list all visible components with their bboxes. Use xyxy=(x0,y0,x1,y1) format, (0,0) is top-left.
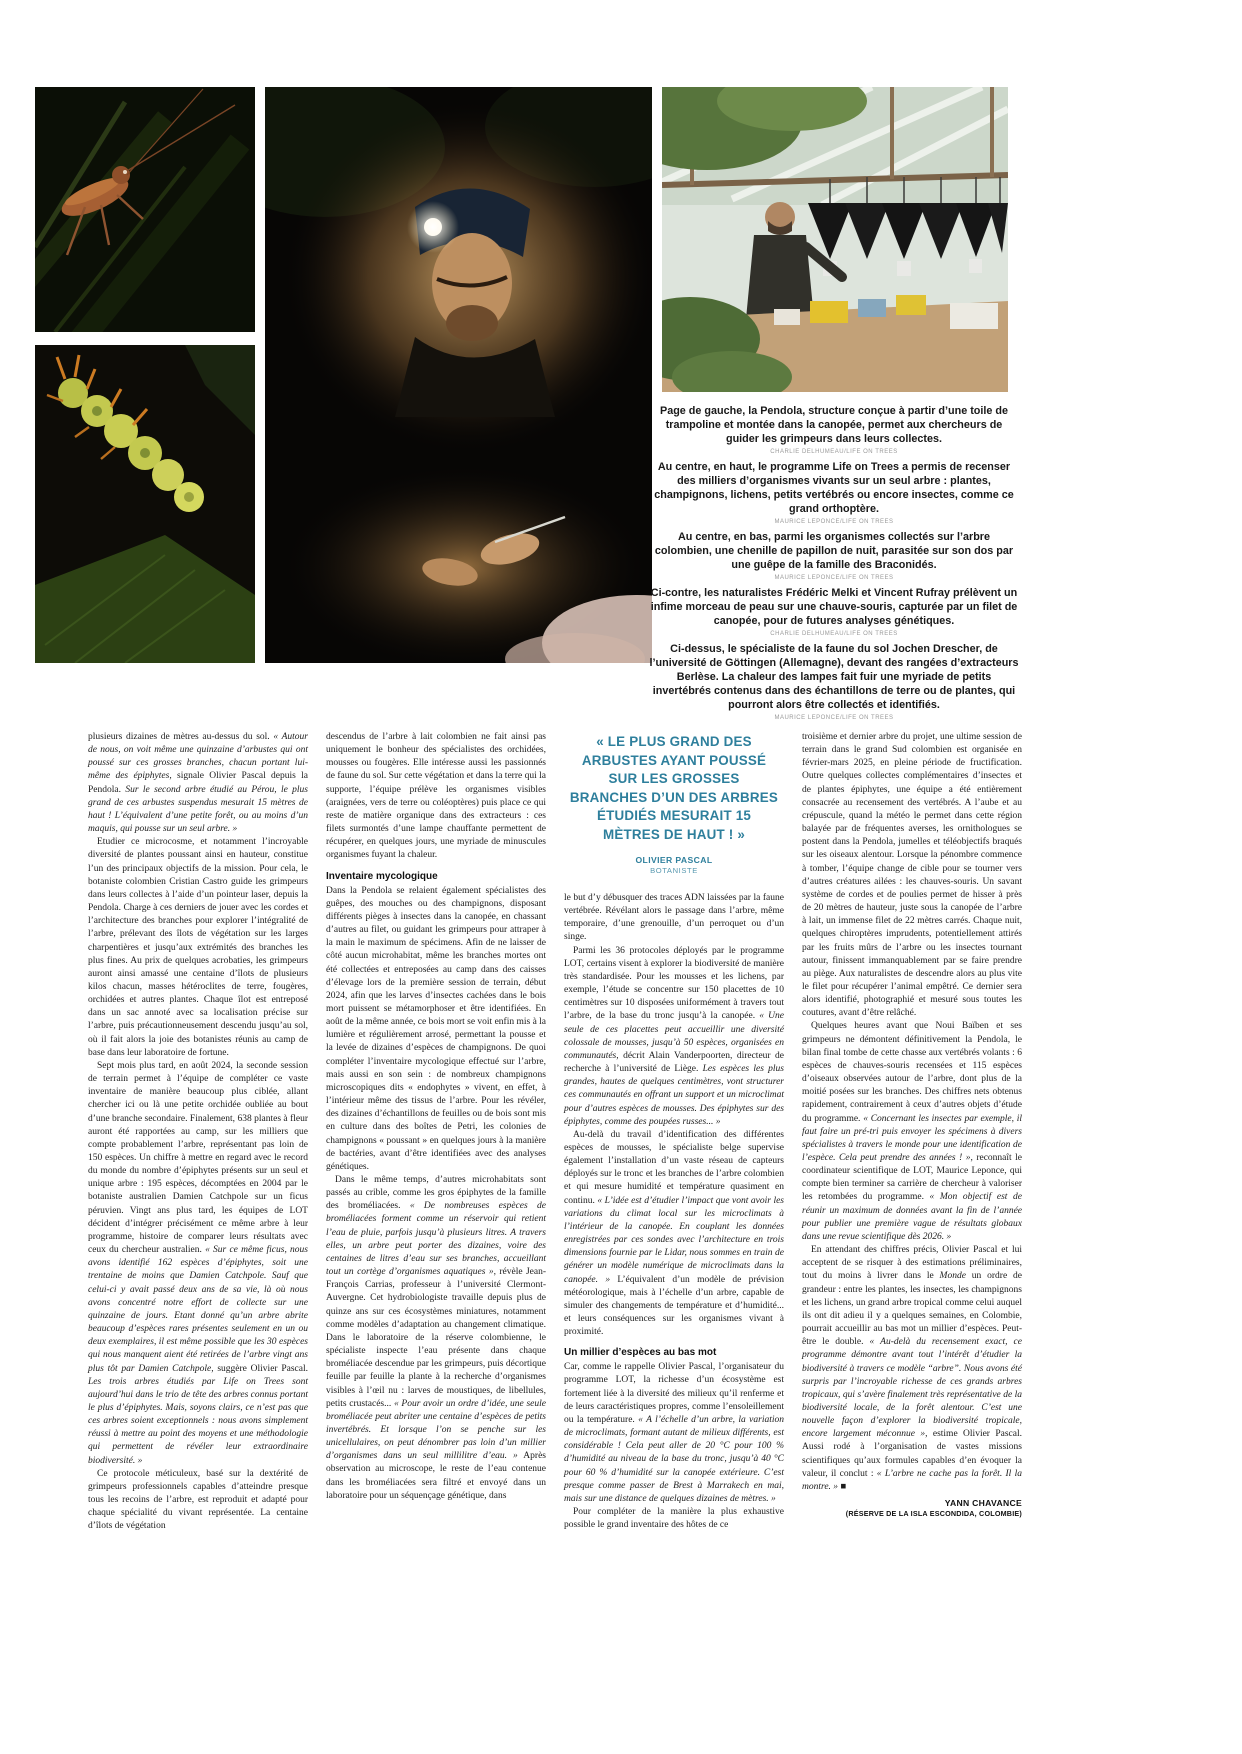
body-text: suggère Olivier Pascal. xyxy=(217,1363,308,1374)
body-text: Sept mois plus tard, en août 2024, la seconde session de terrain permet à l’équipe de compléter ce vaste inventaire de manière beaucoup plus ciblée, allant chercher ici ou là une petite orchidée oubliée au bout d’une branche secondaire. Finalement, 638 plantes à fleur auront été rapportées au camp, sur les milliers que compte probablement l’arbre, représentant pas loin de 150 espèces. Un chiffre à mettre en regard avec le record du monde du nombre d’épiphytes présents sur un seul et unique arbre : 195 espèces, décomptées en 2004 par le botaniste australien Damien Catchpole sur un ficus péruvien. Vingt ans plus tard, les équipes de LOT décident d’intégrer précisément ce même arbre à leur programme, histoire de comparer leurs résultats avec ceux du chercheur australien. xyxy=(88,1060,308,1256)
body-text: Après observation au microscope, le reste de l’eau contenue dans les broméliacées sera filtré et envoyé dans un laboratoire pour un séquençage génétique, dans xyxy=(326,1451,546,1501)
section-subhead: Inventaire mycologique xyxy=(326,870,438,882)
quote-italic-text: « L’arbre ne cache pas la forêt. Il la montre. » xyxy=(802,1468,1022,1492)
quote-italic-text: « L’idée est d’étudier l’impact que vont avoir les variations du climat local sur les microclimats à l’intérieur de la canopée. En couplant les données enregistrées par ces sondes avec l’architecture en trois dimensions fournie par le Lidar, nous sommes en train de générer un modèle numérique de microclimats dans la canopée. » xyxy=(564,1195,784,1285)
body-text: Car, comme le rappelle Olivier Pascal, l’organisateur du programme LOT, la richesse d’un écosystème est fortement liée à la diversité des milieux qu’il renferme et de leurs caractéristiques propres, comme l’ensoleillement ou la température. xyxy=(564,1362,784,1425)
article-byline xyxy=(802,1498,1022,1519)
pull-quote-text: « LE PLUS GRAND DES ARBUSTES AYANT POUSSÉ SUR LES GROSSES BRANCHES D’UN DES ARBRES ÉTUDIÉS MESURAIT 15 MÈTRES DE HAUT ! » xyxy=(569,734,779,842)
body-text: le but d’y débusquer des traces ADN laissées par la faune vertébrée. Révélant alors le passage dans l’arbre, même temporaire, d’une grenouille, d’un perroquet ou d’un singe. xyxy=(564,893,784,943)
pull-quote-author: OLIVIER PASCAL xyxy=(635,855,713,865)
caterpillar-photo-art xyxy=(35,345,255,663)
body-paragraph xyxy=(564,945,784,1129)
body-paragraph xyxy=(326,731,546,863)
caterpillar-photo xyxy=(35,345,255,663)
body-paragraph xyxy=(564,892,784,945)
section-subhead: Un millier d’espèces au bas mot xyxy=(564,1347,717,1359)
body-text: , révèle Jean-François Carrias, professeur à l’université Clermont-Auvergne. Cet hydrobiologiste travaille depuis plus de quinze ans sur ces écosystèmes miniatures, notamment comme modèles d’adaptation au changement climatique. Dans le laboratoire de la réserve colombienne, le spécialiste inspecte l’eau présente dans chaque broméliacée descendue par les grimpeurs, puis décortique feuille par feuille la plante à la recherche d’organismes visibles à l’œil nu : larves de moustiques, de libellules, petits crustacés... xyxy=(326,1267,546,1409)
greenhouse-berlese-photo xyxy=(662,87,1008,392)
body-text: plusieurs dizaines de mètres au-dessus du sol. xyxy=(88,732,274,742)
article-column-3 xyxy=(564,731,784,1534)
body-paragraph xyxy=(88,1060,308,1468)
photo-credit: MAURICE LEPONCE/LIFE ON TREES xyxy=(774,715,894,721)
pull-quote-role: BOTANISTE xyxy=(650,866,698,875)
body-text: , reconnaît le coordinateur scientifique de LOT, Maurice Leponce, qui compte bien terminer sa carrière de chercheur à valoriser les retombées du programme. xyxy=(802,1153,1022,1203)
body-paragraph xyxy=(802,1244,1022,1494)
cricket-photo xyxy=(35,87,255,332)
article-columns xyxy=(88,731,1022,1534)
body-text: Au-delà du travail d’identification des différentes espèces de mousses, le spécialiste belge supervise également l’installation d’un vaste réseau de capteurs déployés sur le tronc et les branches de l’arbre colombien et qui mesure humidité et température quasiment en continu. xyxy=(564,1129,784,1206)
photo-captions-block xyxy=(648,404,1020,726)
quote-italic-text: « A l’échelle d’un arbre, la variation de microclimats, formant autant de milieux différents, est considérable ! Cela peut aller de 20 °C pour 100 % d’humidité au niveau de la base du tronc, jusqu’à 40 °C pour 60 % d’humidité sur la canopée extérieure. C’est presque comme passer de Brest à Marrakech en mai, mais sur une distance de quelques dizaines de mètres. » xyxy=(564,1414,784,1504)
byline-author: YANN CHAVANCE xyxy=(944,1498,1022,1509)
body-text: Dans le même temps, d’autres microhabitats sont passés au crible, comme les gros épiphytes de la famille des broméliacées. xyxy=(326,1175,546,1212)
body-text: L’équivalent d’un modèle de prévision météorologique, mais à l’échelle d’un arbre, capable de simuler des changements de température et d’humidité... et leurs conséquences sur les organismes vivant à proximité. xyxy=(564,1274,784,1338)
body-text: Parmi les 36 protocoles déployés par le programme LOT, certains visent à explorer la biodiversité de manière très standardisée. Pour les mousses et les lichens, par exemple, l’étude se concentre sur 150 placettes de 10 centimètres sur 10 disposées uniformément à travers tout l’arbre, de la base du tronc jusqu’à la canopée. xyxy=(564,945,784,1022)
body-text: décrit Alain Vanderpoorten, directeur de recherche à l’université de Liège. xyxy=(564,1050,785,1075)
researcher-headlamp-photo xyxy=(265,87,652,663)
researcher-photo-art xyxy=(265,87,652,663)
greenhouse-photo-art xyxy=(662,87,1008,392)
photo-credit: CHARLIE DELHUMEAU/LIFE ON TREES xyxy=(770,449,898,455)
body-paragraph xyxy=(802,1020,1022,1244)
photo-caption: Au centre, en bas, parmi les organismes collectés sur l’arbre colombien, une chenille de papillon de nuit, parasitée sur son dos par une guêpe de la famille des Braconidés. xyxy=(654,531,1014,571)
quote-italic-text: « Concernant les insectes par exemple, il faut faire un pré-tri puis envoyer les spécimens à divers spécialistes à travers le monde pour une identification de l’espèce. Cela peut prendre des années ! » xyxy=(802,1113,1022,1163)
quote-italic-text: Les trois arbres étudiés par Life on Trees sont aujourd’hui dans le trio de tête des arbres connus portant le plus d’épiphytes. Mais, soyons clairs, ce n’est pas que ces arbres soient exceptionnels : nous avons simplement réussi à mettre au point des moyens et une méthodologie qui permettent de révéler leur extraordinaire biodiversité. » xyxy=(88,1376,308,1466)
body-text: , estime Olivier Pascal. Aussi rodé à l’organisation de vastes missions scientifiques qu’aux formules capables d’en évoquer la valeur, il conclut : xyxy=(802,1429,1022,1479)
body-text: Etudier ce microcosme, et notamment l’incroyable diversité de plantes poussant ainsi en hauteur, constitue l’un des principaux objectifs de la mission. Pour cela, le botaniste colombien Cristian Castro guide les grimpeurs dans leurs collectes à l’aide d’un pointeur laser, depuis la Pendola. Charge à ces derniers de jouer avec les cordes et l’architecture des branches pour explorer l’intégralité de l’arbre, prélevant des îlots de végétation sur les larges charpentières et jusqu’aux extrémités des branches les plus fines. Au prix de quelques acrobaties, les grimpeurs auront ainsi amassé une centaine d’îlots de plusieurs kilos chacun, masses hétéroclites de terre, fougères, orchidées et autres plantes. Chaque îlot est entreposé dans un sac annoté avec sa localisation précise sur l’arbre, puis précautionneusement descendu jusqu’au sol, où il fait alors la joie des botanistes réunis au camp de base dans leur laboratoire de fortune. xyxy=(88,837,308,1058)
pull-quote xyxy=(568,733,780,876)
photo-credit: CHARLIE DELHUMEAU/LIFE ON TREES xyxy=(770,631,898,637)
body-text: signale Olivier Pascal depuis la Pendola. xyxy=(88,771,308,795)
quote-italic-text: Sur le second arbre étudié au Pérou, le plus grand de ces arbustes suspendus mesurait 15 mètres de haut ! L’équivalent d’une petite forêt, ou au moins d’un maquis, qui pousse sur un seul arbre. » xyxy=(88,784,308,835)
body-paragraph xyxy=(564,1506,784,1532)
body-paragraph xyxy=(326,1174,546,1503)
quote-italic-text: « Pour avoir un ordre d’idée, une seule broméliacée peut abriter une centaine d’espèces de petits invertébrés. Et lorsque l’on se penche sur les unicellulaires, on peut dénombrer pas loin d’un millier d’organismes dans un seul millilitre d’eau. » xyxy=(326,1398,546,1462)
body-paragraph xyxy=(802,731,1022,1020)
quote-italic-text: Les espèces les plus grandes, hautes de quelques centimètres, vont structurer ces communautés en offrant un support et un microclimat pour d’autres espèces de mousses. Des épiphytes sur des épiphytes, comme des poupées russes... » xyxy=(564,1064,784,1127)
photo-caption: Au centre, en haut, le programme Life on Trees a permis de recenser des milliers d’organismes vivants sur un seul arbre : plantes, champignons, lichens, petits vertébrés ou encore insectes, comme ce grand orthoptère. xyxy=(654,461,1014,515)
body-paragraph xyxy=(88,1468,308,1534)
quote-italic-text: « Sur ce même ficus, nous avons identifié 162 espèces d’épiphytes, soit une trentaine de moins que Damien Catchpole. Sauf que celui-ci y avait passé deux ans de sa vie, là où nous avons concentré notre effort de collecte sur une quinzaine de jours. Etant donné qu’un arbre abrite beaucoup d’espèces rares présentes seulement en un ou deux exemplaires, il est même possible que les 30 espèces qui nous manquent aient été retirées de l’arbre vingt ans plus tôt par Damien Catchpole, xyxy=(88,1245,308,1374)
body-text: En attendant des chiffres précis, Olivier Pascal et lui acceptent de se risquer à des estimations préliminaires, tout du moins à livrer dans le xyxy=(802,1245,1022,1282)
body-text: Ce protocole méticuleux, basé sur la dextérité de grimpeurs professionnels capables d’atteindre presque tous les recoins de l’arbre, est reproduit et adapté pour chaque spécialité du vivant représentée. La centaine d’îlots de végétation xyxy=(88,1468,308,1532)
quote-italic-text: « Autour de nous, on voit même une quinzaine d’arbustes qui ont poussé sur ces grosses branches, chacun portant lui-même des épiphytes, xyxy=(88,732,309,782)
body-paragraph xyxy=(88,731,308,836)
body-paragraph xyxy=(564,1129,784,1340)
body-text: troisième et dernier arbre du projet, une ultime session de terrain dans le grand Sud colombien est organisée en février-mars 2025, en pleine période de fructification. Outre quelques collectes complémentaires d’insectes et de plantes épiphytes, une équipe a été entièrement consacrée au recensement des vertébrés. A l’aube et au crépuscule, quand la météo le permet dans cette région balayée par de fréquentes averses, les ornithologues se postent dans la Pendola, jumelles et téléobjectifs braqués sur les oiseaux alentour. Lorsque la pénombre commence à tomber, l’équipe change de cible pour se tourner vers d’autres créatures ailées : les chauves-souris. Un savant système de cordes et de poulies permet de hisser à près de 20 mètres de hauteur, juste sous la canopée de l’arbre à lait, un immense filet de 22 mètres carrés. Chaque nuit, quelques chiroptères imprudents, potentiellement attirés par les fruits mûrs de l’arbre ou les insectes tournant autour, finissent immanquablement par se faire prendre au piège. Aux naturalistes de descendre alors au plus vite le filet pour récupérer l’animal empêtré. Ce dernier sera alors identifié, photographié et mesuré sous toutes les coutures, avant d’être relâché. xyxy=(802,732,1022,1019)
body-text: Dans la Pendola se relaient également spécialistes des guêpes, des mouches ou des champignons, disposant différents pièges à insectes dans la canopée, en chassant d’autres au filet, ou guidant les grimpeurs pour attraper à la main le maximum de spécimens. Afin de ne laisser de côté aucun microhabitat, même les branches mortes ont été collectées et entreposées au camp dans des caisses d’élevage lors de la première session de terrain, début 2024, afin que les larves d’insectes cachées dans le bois mort puissent se métamorphoser et être identifiées. En août de la même année, ce bois mort se voit enfin mis à la lumière et régulièrement arrosé, permettant la pousse et la levée de dizaines d’espèces de champignons. De quoi compléter l’inventaire mycologique effectué sur l’arbre, mais aussi en son sein : de nombreux champignons microscopiques dits « endophytes » vivent, en effet, à l’intérieur même des tissus de l’arbre. Pour les révéler, des dizaines d’échantillons de feuilles ou de bois sont mis en culture dans des boîtes de Petri, les colonies de champignons « poussant » en quelques jours à la manière de bactéries, avant d’être identifiées avec des analyses génétiques. xyxy=(326,885,547,1172)
body-text: un ordre de grandeur : entre les plantes, les insectes, les champignons et les lichens, un grand arbre tropical comme celui auquel ils ont dit adieu il y a quelques semaines, en Colombie, pourrait accueillir au bas mot un millier d’espèces. Peut-être le double. xyxy=(802,1271,1022,1348)
body-paragraph xyxy=(564,1361,784,1506)
body-paragraph xyxy=(88,836,308,1060)
cricket-photo-art xyxy=(35,87,255,332)
photo-caption: Ci-contre, les naturalistes Frédéric Melki et Vincent Rufray prélèvent un infime morceau de peau sur une chauve-souris, capturée par un filet de canopée, pour de futures analyses génétiques. xyxy=(650,587,1018,627)
body-text: ■ xyxy=(838,1481,847,1492)
photo-credit: MAURICE LEPONCE/LIFE ON TREES xyxy=(774,519,894,525)
quote-italic-text: « Une seule de ces placettes peut accueillir une diversité colossale de mousses, jusqu’à 50 espèces, organisées en communautés, xyxy=(564,1011,784,1061)
quote-italic-text: « De nombreuses espèces de broméliacées forment comme un réservoir qui retient l’eau de pluie, parfois jusqu’à plusieurs litres. A travers elles, un arbre peut porter des dizaines, voire des centaines de litres d’eau sur ses branches, accueillant tout un cortège d’organismes aquatiques » xyxy=(326,1201,546,1278)
article-column-2 xyxy=(326,731,546,1534)
quote-italic-text: « Au-delà du recensement exact, ce programme démontre avant tout l’intérêt d’étudier la biodiversité à travers ce modèle “arbre”. Nous avons été surpris par l’incroyable richesse de ces grands arbres tropicaux, qui s’avère finalement très représentative de la biodiversité locale, de la forêt alentour. C’est une nouvelle façon d’explorer la biodiversité tropicale, encore largement méconnue » xyxy=(802,1337,1022,1440)
photo-caption: Ci-dessus, le spécialiste de la faune du sol Jochen Drescher, de l’université de Göttingen (Allemagne), devant des rangées d’extracteurs Berlèse. La chaleur des lampes fait fuir une myriade de petits invertébrés contenus dans des échantillons de terre ou de plantes, qui pourront alors être collectés et identifiés. xyxy=(649,643,1019,711)
photo-credit: MAURICE LEPONCE/LIFE ON TREES xyxy=(774,575,894,581)
quote-italic-text: « Mon objectif est de réunir un maximum de données avant la fin de l’année pour publier une première vague de résultats globaux dans une revue scientifique dès 2026. » xyxy=(802,1192,1022,1242)
body-paragraph xyxy=(326,885,546,1174)
body-text: descendus de l’arbre à lait colombien ne fait ainsi pas uniquement le bonheur des spécialistes des orchidées, mousses ou fougères. Elle intéresse aussi les passionnés de faune du sol. Sur cette végétation et dans la terre qui la supporte, l’équipe prélève les organismes visibles (araignées, vers de terre ou coléoptères) puis place ce qui reste de matière organique dans des extracteurs : ces filets surmontés d’une lampe chauffante permettent de récupérer, en quelques jours, une myriade de minuscules organismes fuyant la chaleur. xyxy=(326,732,546,861)
quote-italic-text: Monde xyxy=(939,1271,966,1282)
article-column-1 xyxy=(88,731,308,1534)
photo-caption: Page de gauche, la Pendola, structure conçue à partir d’une toile de trampoline et montée dans la canopée, permet aux chercheurs de guider les grimpeurs dans leurs collectes. xyxy=(660,405,1008,445)
article-column-4 xyxy=(802,731,1022,1534)
byline-location: (RÉSERVE DE LA ISLA ESCONDIDA, COLOMBIE) xyxy=(845,1509,1022,1519)
body-text: Quelques heures avant que Noui Baïben et ses grimpeurs ne démontent définitivement la Pendola, le bilan final tombe de cette chasse aux vertébrés volants : 6 espèces de chauves-souris recensées et 115 espèces d’oiseaux observées autour de l’arbre, dont plus de la moitié posées sur les branches. Des chiffres nets obtenus rapidement, contrairement à ceux d’autres objets d’étude du programme. xyxy=(802,1021,1022,1124)
body-text: Pour compléter de la manière la plus exhaustive possible le grand inventaire des hôtes de ce xyxy=(564,1507,784,1531)
